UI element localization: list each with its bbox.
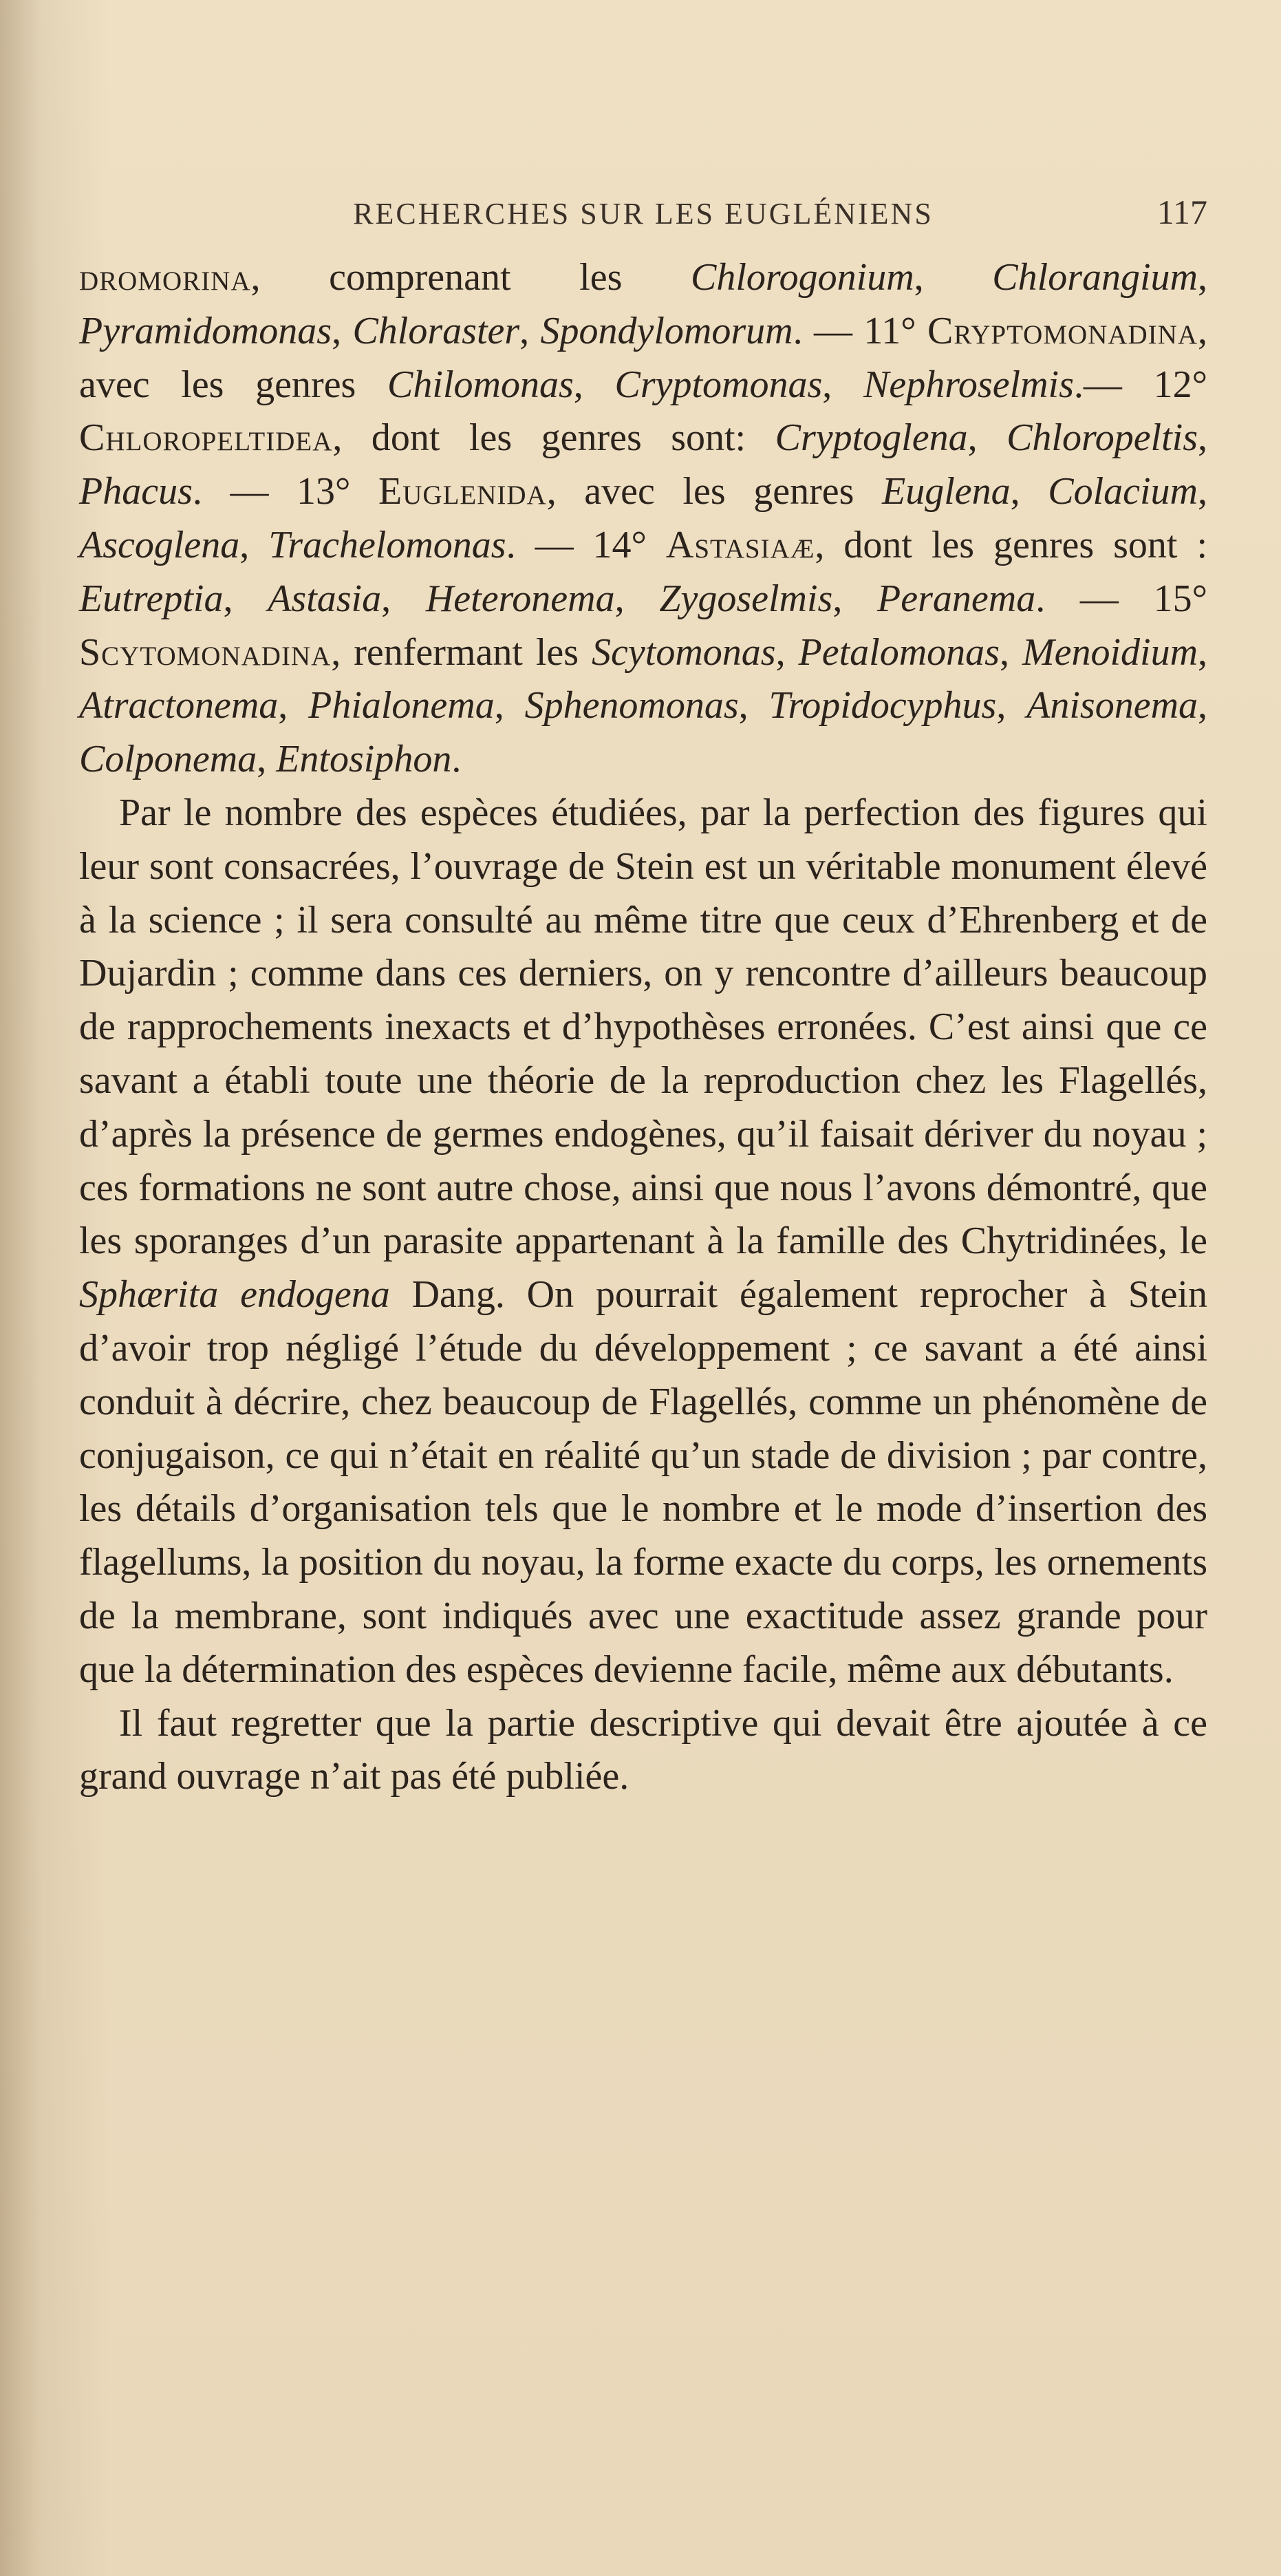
text-run: , [223,577,268,620]
text-run: , [822,363,863,406]
text-run: . — 13° [192,470,379,513]
genus-name: Spondylomorum [540,309,793,352]
taxon-group: Cryptomonadina [927,309,1198,352]
text-run: , [573,363,615,406]
page-header [79,193,1207,237]
text-run: , [519,309,541,352]
genus-name: Pyramidomonas [79,309,332,352]
text-run: , [1197,470,1207,513]
text-run: , dont les genres sont: [332,416,775,460]
genus-name: Cryptomonas [614,363,823,406]
genus-name: Peranema [877,577,1036,620]
genus-name: Petalomonas [798,630,1000,674]
genus-name: Entosiphon [276,738,452,781]
genus-name: Eutreptia [79,577,224,620]
text-run: . [451,738,462,781]
genus-name: Chloropeltis [1007,416,1198,460]
text-run: , [832,577,878,620]
text-run: , [614,577,660,620]
paragraph [79,1697,1207,1805]
taxon-group: dromorina [79,256,251,299]
text-run: , comprenant les [250,256,691,299]
text-run: , dont les genres sont : [815,523,1208,566]
genus-name: Tropidocyphus [768,684,997,727]
text-run: .— 12° [1073,363,1208,406]
text-run: , [738,684,769,727]
text-run: . — 15° [1035,577,1208,620]
genus-name: Colponema [79,738,257,781]
text-run: , renfermant les [331,630,592,674]
text-run: , [775,630,799,674]
taxon-group: Euglenida [378,470,547,513]
taxon-group: Chloropeltidea [79,416,333,460]
text-run: Il faut regretter que la partie descriptive qui devait être ajoutée à ce grand ouvrage n’ait pas été publiée. [79,1701,1207,1798]
genus-name: Euglena [882,470,1011,513]
text-run: , [381,577,426,620]
genus-name: Chilomonas [387,363,574,406]
genus-name: Zygoselmis [659,577,833,620]
genus-name: Nephroselmis [863,363,1074,406]
genus-name: Anisonema [1026,684,1198,727]
taxon-group: Astasiaæ [665,523,815,566]
text-run: . — 14° [506,523,666,566]
text-run: , avec les genres [546,470,882,513]
genus-name: Sphenomonas [524,684,739,727]
text-run: . — 11° [793,309,927,352]
genus-name: Phacus [79,470,193,513]
genus-name: Scytomonas [592,630,776,674]
text-run: , [257,738,277,781]
text-run: Dang. On pourrait également reprocher à Stein d’avoir trop négligé l’étude du développement ; ce savant a été ainsi conduit à décrire, chez beaucoup de Flagellés, comme un phénomène de conjugaison, ce qui n’était en réalité qu’un stade de division ; par contre, les détails d’organisation tels que le nombre et le mode d’insertion des flagellums, la position du noyau, la forme exacte du corps, les ornements de la membrane, sont indiqués avec une exactitude assez grande pour que la détermination des espèces devienne facile, même aux débutants. [79,1273,1207,1691]
text-run: , [967,416,1007,460]
text-run: , [332,309,353,352]
text-run: , [1010,470,1048,513]
text-run: , [1198,256,1207,299]
genus-name: Trachelomonas [268,523,506,566]
body-text [79,251,1207,1804]
genus-name: Atractonema [79,684,279,727]
text-run: , [278,684,309,727]
text-run: Par le nombre des espèces étudiées, par la perfection des figures qui leur sont consacrées, l’ouvrage de Stein est un véritable monument élevé à la science ; il sera consulté au même titre que ceux d’Ehrenberg et de Dujardin ; comme dans ces derniers, on y rencontre d’ailleurs beaucoup de rapprochements inexacts et d’hypothèses erronées. C’est ainsi que ce savant a établi toute une théorie de la reproduction chez les Flagellés, d’après la présence de germes endogènes, qu’il faisait dériver du noyau ; ces formations ne sont autre chose, ainsi que nous l’avons démontré, que les sporanges d’un parasite appartenant à la famille des Chytridinées, le [79,791,1207,1263]
paragraph [79,787,1207,1697]
genus-name: Menoidium [1022,630,1198,674]
genus-name: Sphærita endogena [79,1273,390,1317]
paragraph [79,251,1207,787]
text-run: , [494,684,525,727]
text-run: , [239,523,269,566]
genus-name: Ascoglena [79,523,240,566]
text-run: , [1198,684,1208,727]
genus-name: Colacium [1048,470,1198,513]
running-head: RECHERCHES SUR LES EUGLÉNIENS [353,197,934,231]
text-run: , [996,684,1027,727]
page-number: 117 [1156,193,1207,231]
genus-name: Chlorogonium [691,256,914,299]
genus-name: Chlorangium [992,256,1198,299]
genus-name: Astasia [268,577,382,620]
genus-name: Cryptoglena [775,416,968,460]
text-run: , [914,256,993,299]
text-run: , [1198,416,1208,460]
genus-name: Phialonema [308,684,495,727]
genus-name: Chloraster [352,309,520,352]
genus-name: Heteronema [425,577,615,620]
text-run: , [999,630,1022,674]
taxon-group: Scytomonadina [79,630,332,674]
text-run: , avec les genres [79,309,1208,406]
text-run: , [1198,630,1208,674]
